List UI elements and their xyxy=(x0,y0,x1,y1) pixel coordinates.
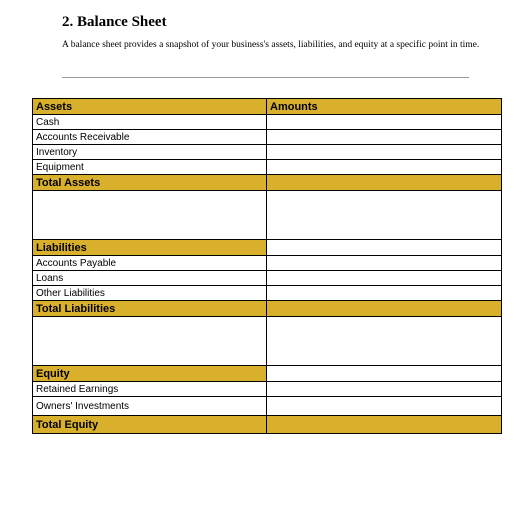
spacer-row xyxy=(33,191,502,240)
section-heading: 2. Balance Sheet xyxy=(62,14,167,30)
amount-cell[interactable] xyxy=(267,145,502,160)
liabilities-header: Liabilities xyxy=(33,240,267,256)
total-liabilities-amount[interactable] xyxy=(267,301,502,317)
spacer-cell xyxy=(33,191,267,240)
total-liabilities-row xyxy=(33,301,502,317)
table-row xyxy=(33,130,502,145)
row-label: Retained Earnings xyxy=(33,382,267,397)
equity-header-amount xyxy=(267,366,502,382)
table-row xyxy=(33,256,502,271)
total-assets-row xyxy=(33,175,502,191)
total-assets-amount[interactable] xyxy=(267,175,502,191)
row-label: Equipment xyxy=(33,160,267,175)
liabilities-header-row xyxy=(33,240,502,256)
table-row xyxy=(33,397,502,416)
spacer-cell xyxy=(267,191,502,240)
table-row xyxy=(33,160,502,175)
balance-sheet-table xyxy=(32,98,502,434)
amount-cell[interactable] xyxy=(267,271,502,286)
row-label: Accounts Payable xyxy=(33,256,267,271)
total-assets-label: Total Assets xyxy=(33,175,267,191)
equity-header-row xyxy=(33,366,502,382)
row-label: Other Liabilities xyxy=(33,286,267,301)
amount-cell[interactable] xyxy=(267,115,502,130)
table-row xyxy=(33,145,502,160)
amount-cell[interactable] xyxy=(267,382,502,397)
spacer-cell xyxy=(267,317,502,366)
row-label: Accounts Receivable xyxy=(33,130,267,145)
amounts-header: Amounts xyxy=(267,99,502,115)
row-label: Cash xyxy=(33,115,267,130)
amount-cell[interactable] xyxy=(267,286,502,301)
amount-cell[interactable] xyxy=(267,256,502,271)
row-label: Owners' Investments xyxy=(33,397,267,416)
row-label: Inventory xyxy=(33,145,267,160)
total-liabilities-label: Total Liabilities xyxy=(33,301,267,317)
table-row xyxy=(33,286,502,301)
assets-header-row xyxy=(33,99,502,115)
divider xyxy=(62,77,469,78)
liabilities-header-amount xyxy=(267,240,502,256)
total-equity-amount[interactable] xyxy=(267,416,502,434)
equity-header: Equity xyxy=(33,366,267,382)
total-equity-row xyxy=(33,416,502,434)
row-label: Loans xyxy=(33,271,267,286)
spacer-row xyxy=(33,317,502,366)
table-row xyxy=(33,271,502,286)
section-description: A balance sheet provides a snapshot of your business's assets, liabilities, and equity at a specific point in time. xyxy=(62,40,480,50)
table-row xyxy=(33,115,502,130)
assets-header: Assets xyxy=(33,99,267,115)
table-row xyxy=(33,382,502,397)
spacer-cell xyxy=(33,317,267,366)
amount-cell[interactable] xyxy=(267,397,502,416)
amount-cell[interactable] xyxy=(267,160,502,175)
total-equity-label: Total Equity xyxy=(33,416,267,434)
amount-cell[interactable] xyxy=(267,130,502,145)
